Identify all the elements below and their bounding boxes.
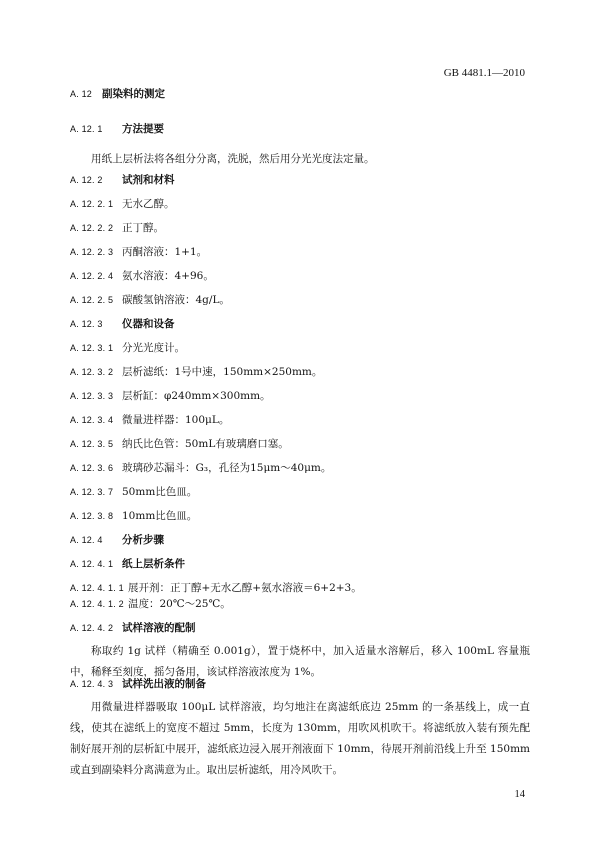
clause-heading [70, 366, 530, 379]
clause-heading [70, 414, 530, 427]
clause-text: 纳氏比色管：50mL有玻璃磨口塞。 [122, 438, 289, 450]
clause-text: 10mm比色皿。 [122, 510, 198, 522]
clause-number: A. 12. 2. 2 [70, 223, 114, 233]
clause-text: 仪器和设备 [122, 318, 175, 330]
clause-text: 层析滤纸：1号中速，150mm×250mm。 [122, 366, 323, 378]
clause-heading [70, 534, 530, 547]
clause-text: 微量进样器：100μL。 [122, 414, 230, 426]
clause-text: 玻璃砂芯漏斗：G₃，孔径为15μm～40μm。 [122, 462, 332, 474]
clause-number: A. 12. 1 [70, 124, 103, 134]
clause-heading [70, 123, 530, 136]
clause-text: 无水乙醇。 [122, 198, 175, 210]
clause-heading [70, 462, 530, 475]
clause-heading [70, 318, 530, 331]
clause-heading [70, 486, 530, 499]
clause-number: A. 12. 2 [70, 175, 103, 185]
clause-number: A. 12. 2. 3 [70, 247, 114, 257]
clause-number: A. 12. 3. 1 [70, 343, 114, 353]
clause-heading [70, 510, 530, 523]
clause-text: 试样洗出液的制备 [122, 678, 206, 690]
clause-text: 碳酸氢钠溶液：4g/L。 [122, 294, 230, 306]
clause-text: 层析缸：φ240mm×300mm。 [122, 390, 271, 402]
body-paragraph: 称取约 1g 试样（精确至 0.001g），置于烧杯中，加入适量水溶解后，移入 100mL 容量瓶中，稀释至刻度，摇匀备用，该试样溶液浓度为 1%。 [70, 645, 530, 678]
clause-number: A. 12. 3. 6 [70, 463, 114, 473]
clause-heading [70, 390, 530, 403]
clause-heading [70, 342, 530, 355]
clause-text: 展开剂：正丁醇+无水乙醇+氨水溶液＝6+2+3。 [128, 582, 362, 594]
page-number: 14 [514, 789, 525, 800]
clause-number: A. 12. 4. 1. 1 [70, 583, 124, 593]
clause-number: A. 12. 3. 4 [70, 415, 114, 425]
clause-number: A. 12. 4. 1. 2 [70, 599, 124, 609]
clause-text: 纸上层析条件 [122, 558, 185, 570]
clause-number: A. 12. 2. 4 [70, 271, 114, 281]
clause-number: A. 12. 4. 3 [70, 679, 114, 689]
clause-heading [70, 222, 530, 235]
clause-heading [70, 582, 530, 595]
clause-heading [70, 622, 530, 635]
clause-number: A. 12. 3. 5 [70, 439, 114, 449]
clause-number: A. 12 [70, 89, 93, 99]
clause-heading [70, 598, 530, 611]
clause-number: A. 12. 2. 1 [70, 199, 114, 209]
clause-heading [70, 438, 530, 451]
clause-text: 丙酮溶液：1+1。 [122, 246, 208, 258]
clause-number: A. 12. 4 [70, 535, 103, 545]
clause-number: A. 12. 3. 3 [70, 391, 114, 401]
standard-number: GB 4481.1—2010 [443, 67, 525, 79]
clause-number: A. 12. 3. 2 [70, 367, 114, 377]
clause-text: 分析步骤 [122, 534, 164, 546]
clause-heading [70, 88, 530, 101]
clause-heading [70, 198, 530, 211]
clause-text: 分光光度计。 [122, 342, 185, 354]
clause-text: 试剂和材料 [122, 174, 175, 186]
clause-text: 试样溶液的配制 [122, 622, 196, 634]
clause-heading [70, 678, 530, 691]
clause-number: A. 12. 3 [70, 319, 103, 329]
body-paragraph: 用纸上层析法将各组分分离，洗脱，然后用分光光度法定量。 [91, 153, 375, 165]
clause-text: 方法提要 [122, 123, 164, 135]
clause-number: A. 12. 4. 2 [70, 623, 114, 633]
clause-number: A. 12. 3. 7 [70, 487, 114, 497]
clause-text: 温度：20℃～25℃。 [128, 598, 231, 610]
clause-text: 50mm比色皿。 [122, 486, 198, 498]
clause-text: 副染料的测定 [102, 88, 165, 100]
clause-number: A. 12. 4. 1 [70, 559, 114, 569]
clause-heading [70, 294, 530, 307]
clause-heading [70, 246, 530, 259]
clause-number: A. 12. 2. 5 [70, 295, 114, 305]
body-paragraph: 用微量进样器吸取 100μL 试样溶液，均匀地注在离滤纸底边 25mm 的一条基线上，成一直线，使其在滤纸上的宽度不超过 5mm，长度为 130mm，用吹风机吹干。将滤纸放入装有预先配制好展开剂的层析缸中展开，滤纸底边浸入展开剂液面下 10mm，待展开剂前沿线上升至 150mm 或直到副染料分离满意为止。取出层析滤纸，用冷风吹干。 [70, 701, 530, 776]
clause-heading [70, 558, 530, 571]
clause-heading [70, 270, 530, 283]
clause-heading [70, 174, 530, 187]
clause-number: A. 12. 3. 8 [70, 511, 114, 521]
clause-text: 氨水溶液：4+96。 [122, 270, 214, 282]
clause-text: 正丁醇。 [122, 222, 164, 234]
